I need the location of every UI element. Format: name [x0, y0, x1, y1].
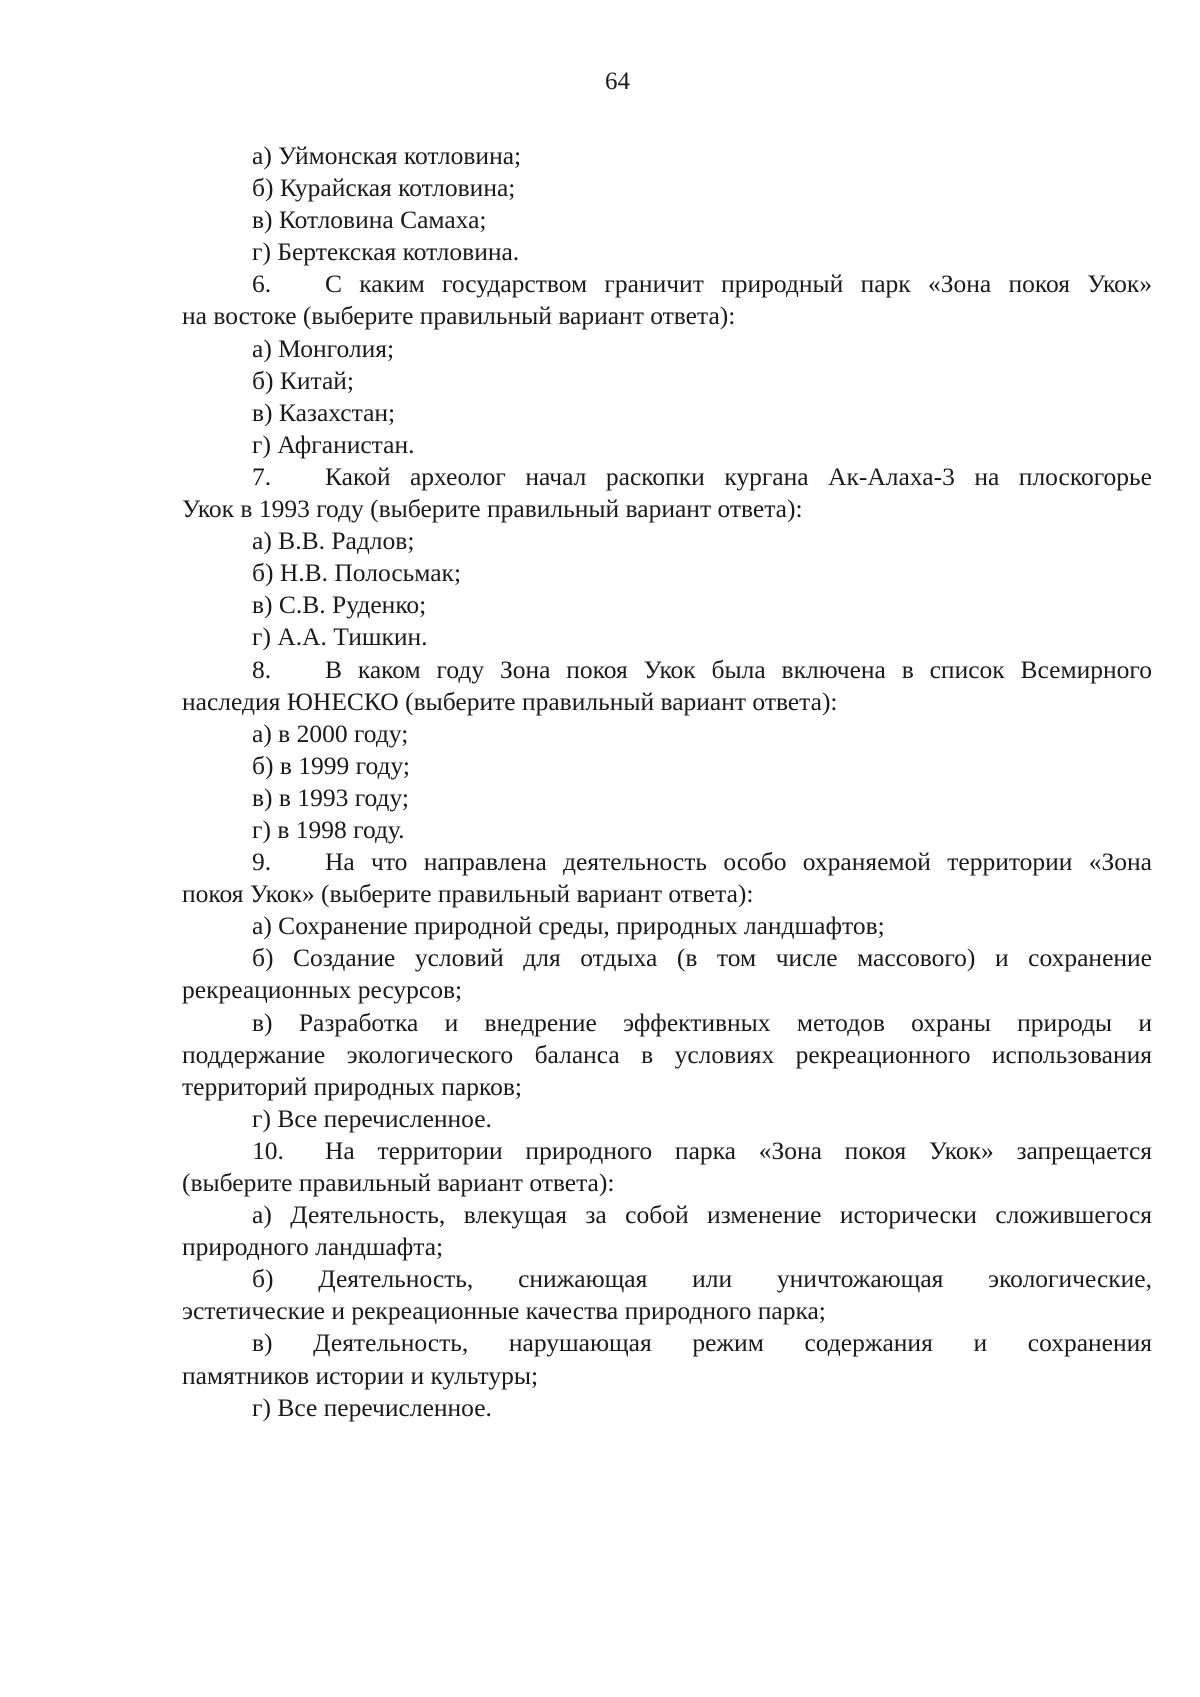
- q6-option-d: г) Афганистан.: [252, 429, 415, 459]
- q10-text-line1: На территории природного парка «Зона покоя Укок» запрещается: [325, 1135, 1152, 1165]
- q8-text-line1: В каком году Зона покоя Укок была включена в список Всемирного: [325, 654, 1152, 684]
- q9-text-line2: покоя Укок» (выберите правильный вариант ответа):: [182, 879, 754, 909]
- q7-option-b: б) Н.В. Полосьмак;: [252, 558, 462, 588]
- q9-option-c-line2: поддержание экологического баланса в условиях рекреационного использования: [182, 1039, 1152, 1069]
- q7-number: 7.: [252, 461, 272, 491]
- q6-question: [182, 268, 1152, 300]
- q9-option-c-line3: территорий природных парков;: [182, 1071, 522, 1101]
- q9-option-d: г) Все перечисленное.: [252, 1103, 492, 1133]
- q6-number: 6.: [252, 269, 272, 299]
- q8-question: [182, 654, 1152, 686]
- q8-text-line2: наследия ЮНЕСКО (выберите правильный вариант ответа):: [182, 686, 838, 716]
- q5-option-b: б) Курайская котловина;: [252, 173, 516, 203]
- q9-option-b-line1: б) Создание условий для отдыха (в том числе массового) и сохранение: [252, 943, 1152, 973]
- q5-option-c: в) Котловина Самаха;: [252, 205, 487, 235]
- q5-option-d: г) Бертекская котловина.: [252, 237, 520, 267]
- q6-option-b: б) Китай;: [252, 365, 354, 395]
- q10-option-b-line2: эстетические и рекреационные качества природного парка;: [182, 1296, 826, 1326]
- q9-text-line1: На что направлена деятельность особо охраняемой территории «Зона: [325, 847, 1152, 877]
- q6-option-c: в) Казахстан;: [252, 397, 396, 427]
- q7-text-line1: Какой археолог начал раскопки кургана Ак-Алаха-3 на плоскогорье: [325, 461, 1152, 491]
- q8-option-a: а) в 2000 году;: [252, 718, 409, 748]
- q8-option-c: в) в 1993 году;: [252, 782, 410, 812]
- q7-option-d: г) А.А. Тишкин.: [252, 622, 428, 652]
- q8-number: 8.: [252, 654, 272, 684]
- q7-option-c: в) С.В. Руденко;: [252, 590, 427, 620]
- q9-question: [182, 846, 1152, 878]
- q7-text-line2: Укок в 1993 году (выберите правильный вариант ответа):: [182, 494, 803, 524]
- q10-option-a-line2: природного ландшафта;: [182, 1232, 444, 1262]
- q6-text-line2: на востоке (выберите правильный вариант ответа):: [182, 301, 736, 331]
- q10-option-d: г) Все перечисленное.: [252, 1392, 492, 1422]
- q9-option-c-line1: в) Разработка и внедрение эффективных методов охраны природы и: [252, 1007, 1152, 1037]
- page-number: 64: [605, 68, 630, 95]
- q7-option-a: а) В.В. Радлов;: [252, 526, 415, 556]
- q10-option-a-line1: а) Деятельность, влекущая за собой изменение исторически сложившегося: [252, 1200, 1152, 1230]
- q10-number: 10.: [252, 1135, 284, 1165]
- q6-text-line1: С каким государством граничит природный парк «Зона покоя Укок»: [325, 269, 1152, 299]
- q6-option-a: а) Монголия;: [252, 333, 395, 363]
- q7-question: [182, 461, 1152, 493]
- q10-text-line2: (выберите правильный вариант ответа):: [182, 1168, 615, 1197]
- q10-option-c-line2: памятников истории и культуры;: [182, 1360, 539, 1390]
- q10-question: [182, 1135, 1152, 1167]
- q5-option-a: а) Уймонская котловина;: [252, 141, 522, 170]
- q8-option-d: г) в 1998 году.: [252, 814, 405, 844]
- q8-option-b: б) в 1999 году;: [252, 750, 410, 780]
- document-body: [182, 140, 1152, 1424]
- q9-number: 9.: [252, 847, 272, 877]
- q9-option-a: а) Сохранение природной среды, природных ландшафтов;: [252, 911, 885, 941]
- q9-option-b-line2: рекреационных ресурсов;: [182, 975, 463, 1005]
- q10-option-c-line1: в) Деятельность, нарушающая режим содержания и сохранения: [252, 1328, 1152, 1358]
- q10-option-b-line1: б) Деятельность, снижающая или уничтожающая экологические,: [252, 1264, 1152, 1294]
